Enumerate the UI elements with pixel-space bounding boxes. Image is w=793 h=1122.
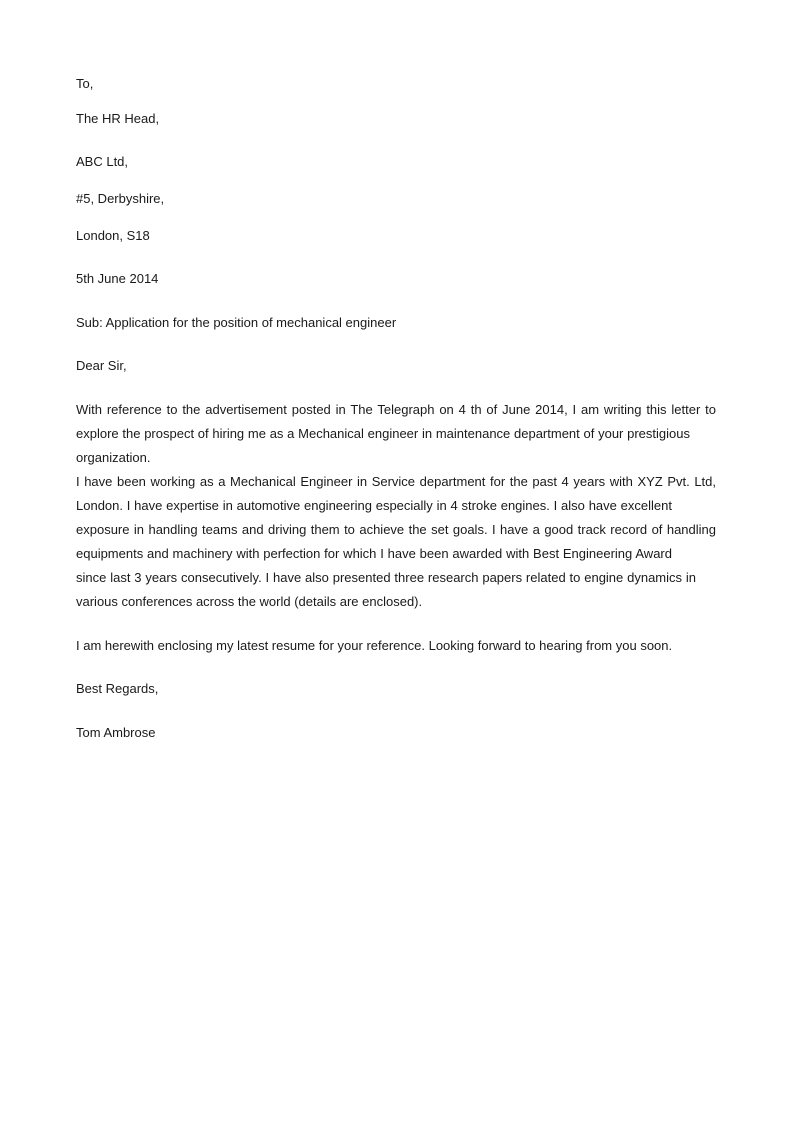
body-paragraph (76, 398, 716, 614)
body-line: explore the prospect of hiring me as a Mechanical engineer in maintenance department of your prestigious (76, 426, 690, 441)
body-line: organization. (76, 450, 151, 465)
recipient-title: The HR Head, (76, 111, 160, 126)
address-line-2: London, S18 (76, 228, 150, 243)
greeting: Dear Sir, (76, 358, 127, 373)
body-line: since last 3 years consecutively. I have also presented three research papers related to engine dynamics in (76, 570, 696, 585)
signature-name: Tom Ambrose (76, 725, 156, 740)
subject-line: Sub: Application for the position of mechanical engineer (76, 315, 397, 330)
sign-off: Best Regards, (76, 681, 159, 696)
address-line-1: #5, Derbyshire, (76, 191, 165, 206)
body-line: equipments and machinery with perfection for which I have been awarded with Best Engineering Award (76, 546, 672, 561)
company-name: ABC Ltd, (76, 154, 129, 169)
body-line: London. I have expertise in automotive engineering especially in 4 stroke engines. I also have excellent (76, 498, 672, 513)
closing-paragraph: I am herewith enclosing my latest resume for your reference. Looking forward to hearing from you soon. (76, 638, 673, 653)
body-line: With reference to the advertisement posted in The Telegraph on 4 th of June 2014, I am writing this letter to (76, 402, 716, 417)
body-line: exposure in handling teams and driving them to achieve the set goals. I have a good track record of handling (76, 522, 716, 537)
body-line: I have been working as a Mechanical Engineer in Service department for the past 4 years with XYZ Pvt. Ltd, (76, 474, 716, 489)
letter-date: 5th June 2014 (76, 271, 159, 286)
to-line: To, (76, 76, 94, 91)
body-line: various conferences across the world (details are enclosed). (76, 594, 423, 609)
